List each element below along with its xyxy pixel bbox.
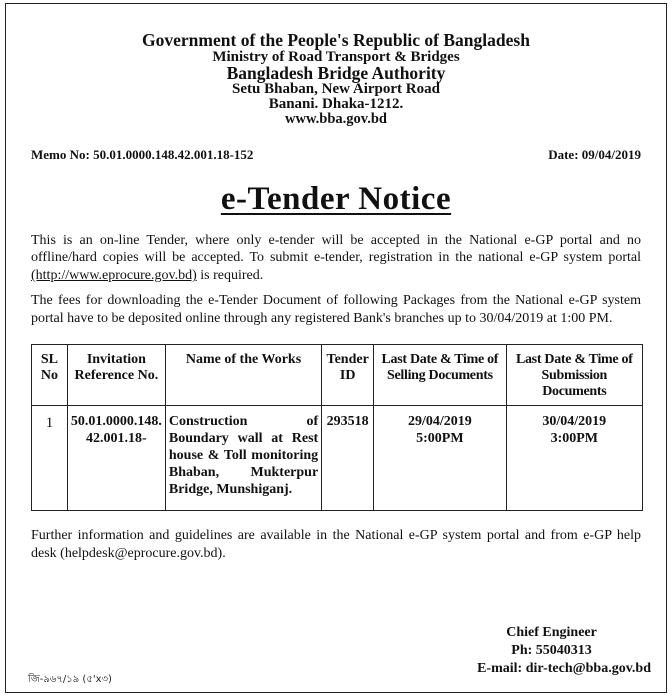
header-sl: SL No [32,345,68,406]
phone: Ph: 55040313 [511,642,592,658]
header-works: Name of the Works [165,345,321,406]
email: E-mail: dir-tech@bba.gov.bd [477,660,651,676]
notice-title: e-Tender Notice [220,180,452,217]
letterhead [31,32,641,127]
cell-works: Construction of Boundary wall at Rest house & Toll monitoring Bhaban, Mukterpur Bridge, Munshiganj. [165,406,321,511]
ministry-name: Ministry of Road Transport & Bridges [212,48,460,65]
submission-time: 3:00PM [550,431,598,447]
table-row [32,406,643,511]
cell-sl: 1 [32,406,68,511]
further-info-paragraph: Further information and guidelines are available in the National e-GP system portal and from e-GP help desk (helpdesk@eprocure.gov.bd). [31,528,641,562]
designation: Chief Engineer [506,625,597,640]
tender-table [31,344,643,511]
cell-selling [374,406,506,511]
print-code: জি-৯৬৭/১৯ (৫'x৩) [28,674,112,685]
selling-date: 29/04/2019 [407,414,472,430]
table-header-row [32,345,643,406]
memo-row [31,147,641,163]
header-reference: Invitation Reference No. [67,345,165,406]
cell-tender-id: 293518 [322,406,374,511]
eprocure-link[interactable]: (http://www.eprocure.gov.bd) [31,268,197,284]
address-line-1: Setu Bhaban, New Airport Road [232,81,440,97]
intro-paragraph [31,232,641,286]
header-tender-id: Tender ID [322,345,374,406]
government-name: Government of the People's Republic of Bangladesh [142,30,530,50]
notice-page [5,3,667,693]
header-submission: Last Date & Time of Submission Documents [506,345,642,406]
website: www.bba.gov.bd [285,111,387,127]
selling-time: 5:00PM [416,431,464,447]
cell-submission [506,406,642,511]
fees-paragraph: The fees for downloading the e-Tender Document of following Packages from the National e-GP system portal have to be deposited online through any registered Bank's branches up to 30/04/2019 at 1:00 PM. [31,293,641,327]
header-selling: Last Date & Time of Selling Documents [374,345,506,406]
signature-block [477,624,651,678]
authority-name: Bangladesh Bridge Authority [226,62,446,83]
intro-text: This is an on-line Tender, where only e-tender will be accepted in the National e-GP portal and no offline/hard copies will be accepted. To submit e-tender, registration in the national e-GP system portal [31,232,641,266]
intro-tail: is required. [196,268,264,284]
address-line-2: Banani. Dhaka-1212. [268,96,404,112]
memo-number: Memo No: 50.01.0000.148.42.001.18-152 [31,146,254,162]
submission-date: 30/04/2019 [542,414,607,430]
cell-reference: 50.01.0000.148. 42.001.18- [67,406,165,511]
memo-date: Date: 09/04/2019 [548,146,641,162]
